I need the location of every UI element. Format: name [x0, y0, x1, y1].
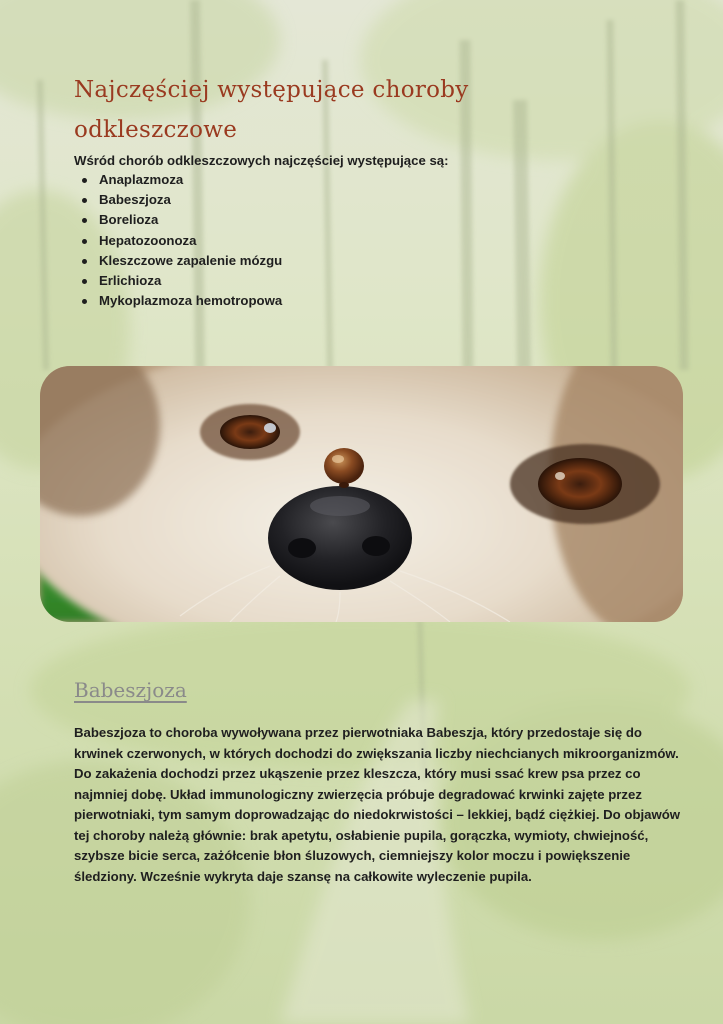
list-item: Kleszczowe zapalenie mózgu: [80, 251, 282, 271]
page-title: Najczęściej występujące choroby odkleszczowe: [74, 77, 469, 143]
disease-list: [80, 170, 282, 311]
list-item: Borelioza: [80, 210, 282, 230]
dog-tick-photo: [40, 366, 683, 622]
intro-text: Wśród chorób odkleszczowych najczęściej występujące są:: [74, 153, 449, 168]
section-title-babeszjoza: Babeszjoza: [74, 678, 187, 702]
list-item: Mykoplazmoza hemotropowa: [80, 291, 282, 311]
list-item: Erlichioza: [80, 271, 282, 291]
list-item: Hepatozoonoza: [80, 231, 282, 251]
list-item: Anaplazmoza: [80, 170, 282, 190]
list-item: Babeszjoza: [80, 190, 282, 210]
section-body-babeszjoza: Babeszjoza to choroba wywoływana przez pierwotniaka Babeszja, który przedostaje się do krwinek czerwonych, w których dochodzi do zwiększania liczby niechcianych mikroorganizmów. Do zakażenia dochodzi przez ukąszenie przez kleszcza, który musi ssać krew psa przez co najmniej dobę. Układ immunologiczny zwierzęcia próbuje degradować krwinki zajęte przez pierwotniaki, tym samym doprowadzając do niedokrwistości – lekkiej, bądź ciężkiej. Do objawów tej choroby należą głównie: brak apetytu, osłabienie pupila, gorączka, wymioty, chwiejność, szybsze bicie serca, zażółcenie błon śluzowych, ciemniejszy kolor moczu i powiększenie śledziony. Wcześnie wykryta daje szansę na całkowite wyleczenie pupila.: [74, 725, 681, 884]
